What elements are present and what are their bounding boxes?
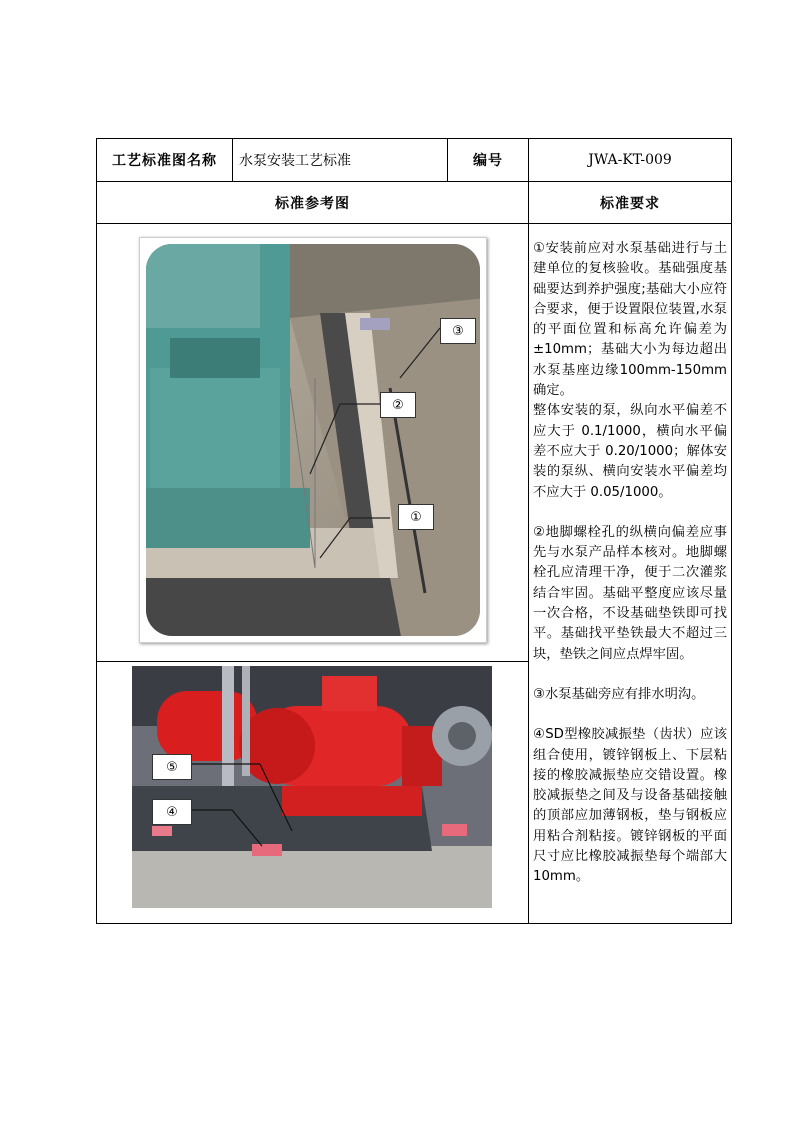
row-divider-2	[97, 223, 731, 224]
photo-divider	[97, 661, 528, 662]
marker-1: ①	[398, 504, 434, 530]
reference-label: 标准参考图	[275, 195, 350, 212]
pump-foundation-photo	[139, 237, 487, 643]
code-value: JWA-KT-009	[588, 152, 672, 168]
requirement-2: ②地脚螺栓孔的纵横向偏差应事先与水泵产品样本核对。地脚螺栓孔应清理干净，便于二次灌浆结合牢固。基础平整度应该尽量一次合格，不设基础垫铁即可找平。基础找平垫铁最大不超过三块，垫铁之间应点焊牢固。	[533, 524, 727, 662]
requirement-1: ①安装前应对水泵基础进行与土建单位的复核验收。基础强度基础要达到养护强度;基础大小应符合要求，便于设置限位装置,水泵的平面位置和标高允许偏差为±10mm；基础大小为每边超出水泵基座边缘100mm-150mm确定。	[533, 241, 727, 399]
col-divider-main	[528, 139, 529, 923]
name-label: 工艺标准图名称	[112, 153, 217, 169]
name-value: 水泵安装工艺标准	[239, 153, 351, 169]
marker-2: ②	[380, 392, 416, 418]
marker-4: ④	[152, 799, 192, 825]
red-pump-illustration	[132, 666, 492, 908]
marker-5: ⑤	[152, 754, 192, 780]
requirements-label: 标准要求	[600, 195, 660, 212]
requirements-text	[533, 239, 727, 908]
pump-foundation-illustration	[140, 238, 486, 642]
standard-table	[96, 138, 732, 924]
red-pump-photo	[132, 666, 492, 908]
requirement-1b: 整体安装的泵，纵向水平偏差不应大于 0.1/1000，横向水平偏差不应大于 0.20/1000；解体安装的泵纵、横向安装水平偏差均不应大于 0.05/1000。	[533, 403, 727, 500]
requirement-4: ④SD型橡胶减振垫（齿状）应该组合使用，镀锌钢板上、下层粘接的橡胶减振垫应交错设置。橡胶减振垫之间及与设备基础接触的顶部应加薄钢板，垫与钢板应用粘合剂粘接。镀锌钢板的平面尺寸应比橡胶减振垫每个端部大 10mm。	[533, 727, 727, 885]
marker-3: ③	[440, 318, 476, 344]
code-label: 编号	[473, 153, 503, 169]
requirement-3: ③水泵基础旁应有排水明沟。	[533, 686, 705, 702]
